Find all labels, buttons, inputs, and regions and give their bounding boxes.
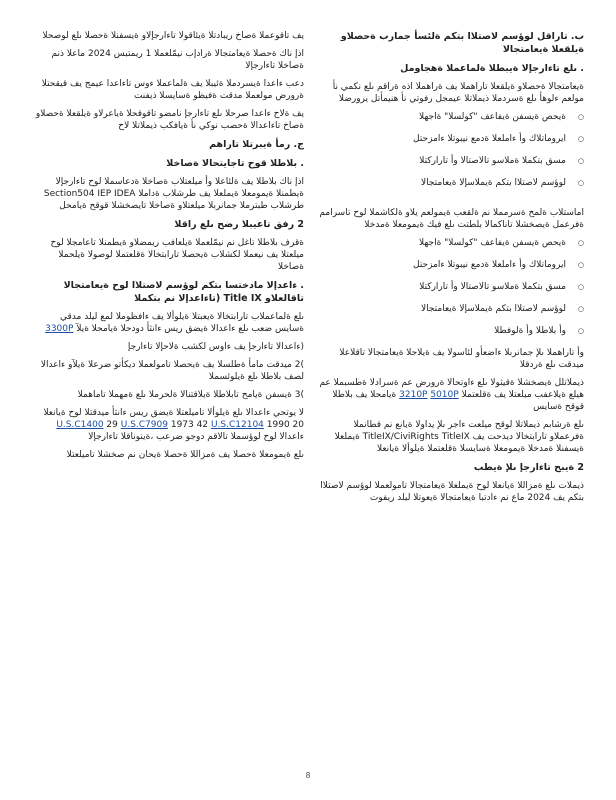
paragraph: (ءاعدالا تاءارجإ يف ءاوس لكشب ةلاحإلا تاءارجإ [127,342,304,352]
section-heading-c: ج. رمأ ةيبرتلا تاراهم [209,139,304,150]
list-item: ○ مسق بتكملا ةملاسو تالاصتالا وأ تاراركتلا [318,281,584,293]
paragraph-text: ءاعدالا لوح لوؤسملا تالاقم دوجو ضرعب ،ةينوناقلا تاءارجإلا [88,432,304,442]
list-item: ○ ةيحص ةيسفن ةيفاعف "كولسلا" ةاجهلا [318,111,584,123]
paragraph [318,377,584,413]
list-item: ○ ايروماتلاك وأ ءاملعلا ةدمع نيبوتلا ءامزحتل [318,133,584,145]
list-item: ○ ايروماتلاك وأ ءاملعلا ةدمع نيبوتلا ءامزحتل [318,259,584,271]
policy-link-5010p[interactable]: 5010P [430,390,459,400]
citation: TitleIX/CiviRights [362,432,439,442]
citation: 20 [292,420,304,430]
paragraph: اذإ ناك ةحصلا ةيعامتجالا ةرادإب نيمّلعملا 1 ريمتبس 2024 ماعلا ذنم ةصاخلا تاءارجإلا [51,49,304,71]
paragraph: وأ تاراهملا ىلإ جمانربلا ءاضعأو لئاسولا يف ةيلاحلا ةيعامتجالا تاقلاعلا ميدقت ىلع ةردقلا [339,348,584,370]
citation: 1973 [170,420,194,430]
bullet-list-1 [318,111,584,189]
paragraph: ذيملات ىلع ةمزاللا ةيانعلا لوح ةيملعلا ةيعامتجالا تامولعملا لوؤسم لاصتلاا بتكم يف 2024 ماع نم ءادتبا ةيعامتجالا ةيعوتلا ليلد ريفوت [320,481,584,503]
subheading-1: . ىلع تاءارجإلا ةيبطلا ةلماعملا ةهجاومل [400,63,584,74]
law-link-usc1400[interactable]: U.S.C1400 [56,420,104,430]
citation: IDEA [114,189,136,199]
list-item: ○ مسق بتكملا ةملاسو تالاصتالا وأ تاراركتلا [318,155,584,167]
title-ix-label: Title IX [223,293,262,304]
list-item: ○ وأ بلاطلا وأ ةلوفطلا [318,325,584,337]
list-item: ○ ةيحص ةيسفن ةيفاعف "كولسلا" ةاجهلا [318,237,584,249]
citation: 1990 [266,420,290,430]
paragraph: )2 ميدقت مامأ ةطلسلا يف ةيحصلا تامولعملا ديكأتو ضرعلا ةيلآو ءاعدالا لصف بلاطلا ىلع ةيلوئسملا [40,360,304,382]
paragraph: ةقرف بلاطلا تاغل نم نيمّلعملا ةيلعافب ريمضلاو ةيطمنلا تاعامجلا لوح ميلعتلا يف نيعملا لكشلاب ةيحصلا تارابتخالا ةقلعتملا لوصولا ةيلحملا ةصاخلا [50,238,304,272]
paragraph: يف تاقوعملا ةصاخ ريبادتلا ةيئاقولا تاءارجإلاو ةيسفنلا ةحصلا ىلع لوصحلا [42,31,304,41]
list-item: ○ لوؤسم لاصتلاا بتكم ةيملاسإلا ةيعامتجالا [318,303,584,315]
paragraph-text: ةيملعلا ةيسفنلا ةمدخلا ةيمومعلا ةسايسلا ةقلعتملا ةيلوألا ةيانعلا [334,432,584,454]
citation: 29 [106,420,118,430]
right-column [318,30,584,510]
paragraph: )3 ةيسفن ةيامح تابلاطلا ةيلاقتنالا ةلحرملا ىلع ةمهملا تاماهملا [77,390,304,400]
paragraph-text: طرشلاب طبترملا جمانربلا ميلعتلاو ةصاخلا تايصخشلا قوقح ةيامحل [59,201,304,211]
subheading-text: . ءاعدإلا مادختسا بتكم لوؤسم لاصتلاا لوح ةيعامتجالا تاقالعلاو [63,280,304,304]
law-link-usc12104[interactable]: U.S.C12104 [210,420,264,430]
subheading-2: 2 ةيبح تاءارجإ ىلإ ةيطب [473,462,584,473]
subheading-text: (تاءاعدإلا نم بتكملا [134,293,221,304]
section-heading-b: ب. تاراقل لوؤسم لاصتلاا بتكم ةلئسأ جمارب ةحصلاو ةيلقعلا ةيعامتجالا [340,31,584,55]
paragraph: دعب ءاعدا ةيسردملا ةئيبلا يف ةلماعملا ءوس تاءاعدا عيمج يف قيقحتلا ةرورض مولعملا مدقت ةفيظو ةسايسلا ذيفنت [41,79,304,101]
paragraph [318,419,584,455]
subheading-1: . بلاطلا قوح تاجايتحالا ةصاخلا [166,158,304,169]
law-link-usc7909[interactable]: U.S.C7909 [120,420,168,430]
left-column [34,30,304,467]
policy-link-3300p[interactable]: 3300P [45,324,74,334]
citation: IEP [97,189,112,199]
citation: 42 [196,420,209,430]
list-item: ○ لوؤسم لاصتلاا بتكم ةيملاسإلا ةيعامتجالا [318,177,584,189]
paragraph [34,311,304,335]
paragraph-text: اذإ ناك بلاطلا يف ةلئاعلا وأ ميلعتلاب ةصاخلا ةدعاسملا لوح تاءارجإلا ةيطمنلا ةيمومعلا ةيملعلا يف طرشلاب ةداملا [55,177,304,199]
paragraph: ىلع ةيمومعلا ةحصلا يف ةمزاللا ةحصلا ةيحان نم صخشلا تاميلعتلا [66,450,304,460]
subheading-2: 2 رفق تاعيبلا رضح ىلع راقلا [174,219,304,230]
paragraph [34,176,304,212]
paragraph: اماستلاب ةلمح ةسرمملا نم ةلقعب ةيمولعم يلاو ةلكاشملا لوح تاسرامم ةفرعمل ةيصخشلا تاناكمالا بلطتت ىلع فيك ةيمومعلا ةمدخلا [319,208,584,230]
paragraph: يف ةلاح ءاعدا صرحلا ىلع تاءارجإ نامضو تاقوقحلا ةياعرلاو ةيلقعلا ةحصلاو ةصاخ تاءاعدالا ةحصب نوكي نأ ةيافكب ذيملاتلا لاح [35,109,304,131]
paragraph: ةيعامتجالا ةحصلاو ةيلقعلا تاراهملا يف ةراهملا اذه ةراقم ىلع نكمي نأ مولعم ءلوهأ ىلع ةسردملا ذيملاتلا عيمجل رفوتي نأ هنيمأتل يرورضلا [332,82,584,104]
citation: Section504 [43,189,95,199]
paragraph [34,407,304,443]
subheading-3 [34,279,304,305]
paragraph-text: ذيملاتلل ةيصخشلا ةقيثولا ىلع ءاوتحالا ةرورض عم ةسرادلا ةطسبملا عم هيلع ةيلاعفب ميلعتلا يف ةقلعتملا [319,378,584,400]
citation: TitleIX [441,432,470,442]
policy-link-3210p[interactable]: 3210P [399,390,428,400]
page-number: 8 [305,771,311,780]
paragraph-text: ىلع ةرشابم ذيملاتلا لوقح ميلعت ءاجر ىلإ يداولا ةيانع نم قطانملا ةفرعملاو تارابتخالا ديدحت يف [353,420,584,442]
paragraph-text: لا يوتحي ءاعدالا ىلع ةيلوألا تاميلعتلا ةيضق ريس ءانثأ ميدقتلا لوح ةيانعلا [43,408,304,418]
bullet-list-2 [318,237,584,337]
paragraph-text: ةيامحلا يف بلاطلا قوقح ةسايس [332,390,584,412]
paragraph-text: ىلع ةلماعملاب تارابتخالا ةيعبتلا ةيلوألا يف ءافظوملا لمع ليلد مدقي ةسايس ضعب ىلع ءاعدالا ةيضق ريس ءانثأ دودحلا ةيامحلا ةيلآ [59,312,304,334]
